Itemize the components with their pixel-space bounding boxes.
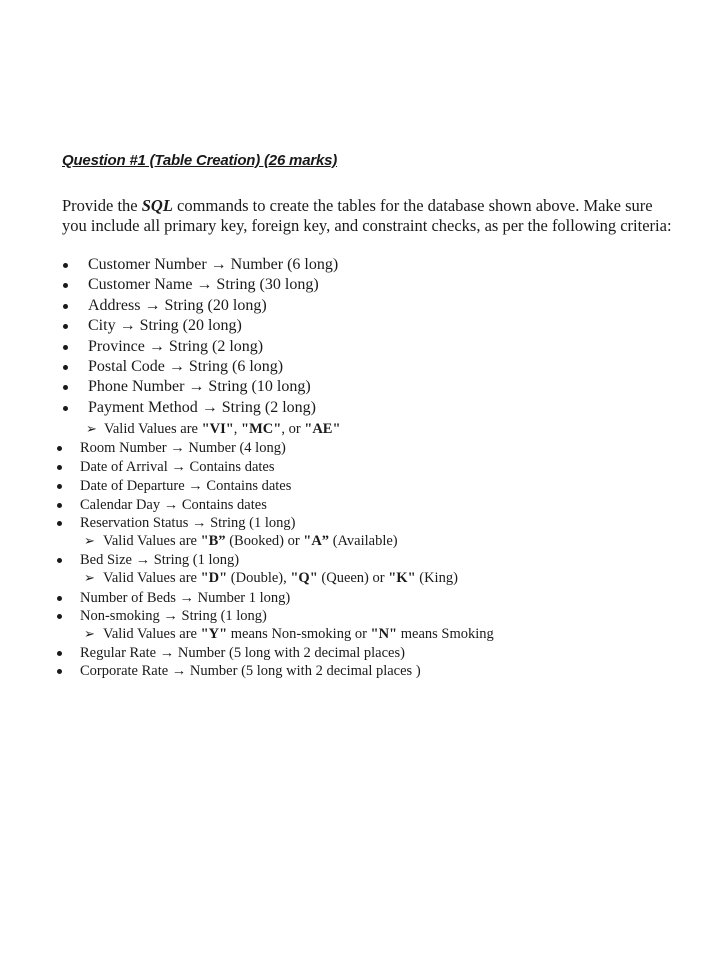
- question-intro: [62, 196, 702, 236]
- bullet-icon: [63, 345, 68, 350]
- bullet-icon: [63, 365, 68, 370]
- bullet-icon: [57, 521, 62, 526]
- arrowhead-icon: ➢: [84, 570, 95, 585]
- bullet-icon: [57, 596, 62, 601]
- arrowhead-icon: ➢: [84, 626, 95, 641]
- bullet-icon: [63, 263, 68, 268]
- bullet-icon: [57, 446, 62, 451]
- bullet-icon: [63, 324, 68, 329]
- question-heading: Question #1 (Table Creation) (26 marks): [62, 152, 338, 169]
- bullet-icon: [57, 558, 62, 563]
- bullet-icon: [57, 614, 62, 619]
- bullet-icon: [57, 484, 62, 489]
- intro-line-2: you include all primary key, foreign key, and constraint checks, as per the following criteria:: [62, 216, 672, 235]
- arrowhead-icon: ➢: [84, 533, 95, 548]
- bullet-icon: [63, 304, 68, 309]
- bullet-icon: [57, 651, 62, 656]
- intro-line-1: Provide the SQL commands to create the tables for the database shown above. Make sure: [62, 196, 653, 215]
- arrowhead-icon: ➢: [86, 421, 97, 436]
- bullet-icon: [63, 283, 68, 288]
- bullet-icon: [57, 503, 62, 508]
- bullet-icon: [63, 406, 68, 411]
- bullet-icon: [57, 669, 62, 674]
- bullet-icon: [57, 465, 62, 470]
- bullet-icon: [63, 385, 68, 390]
